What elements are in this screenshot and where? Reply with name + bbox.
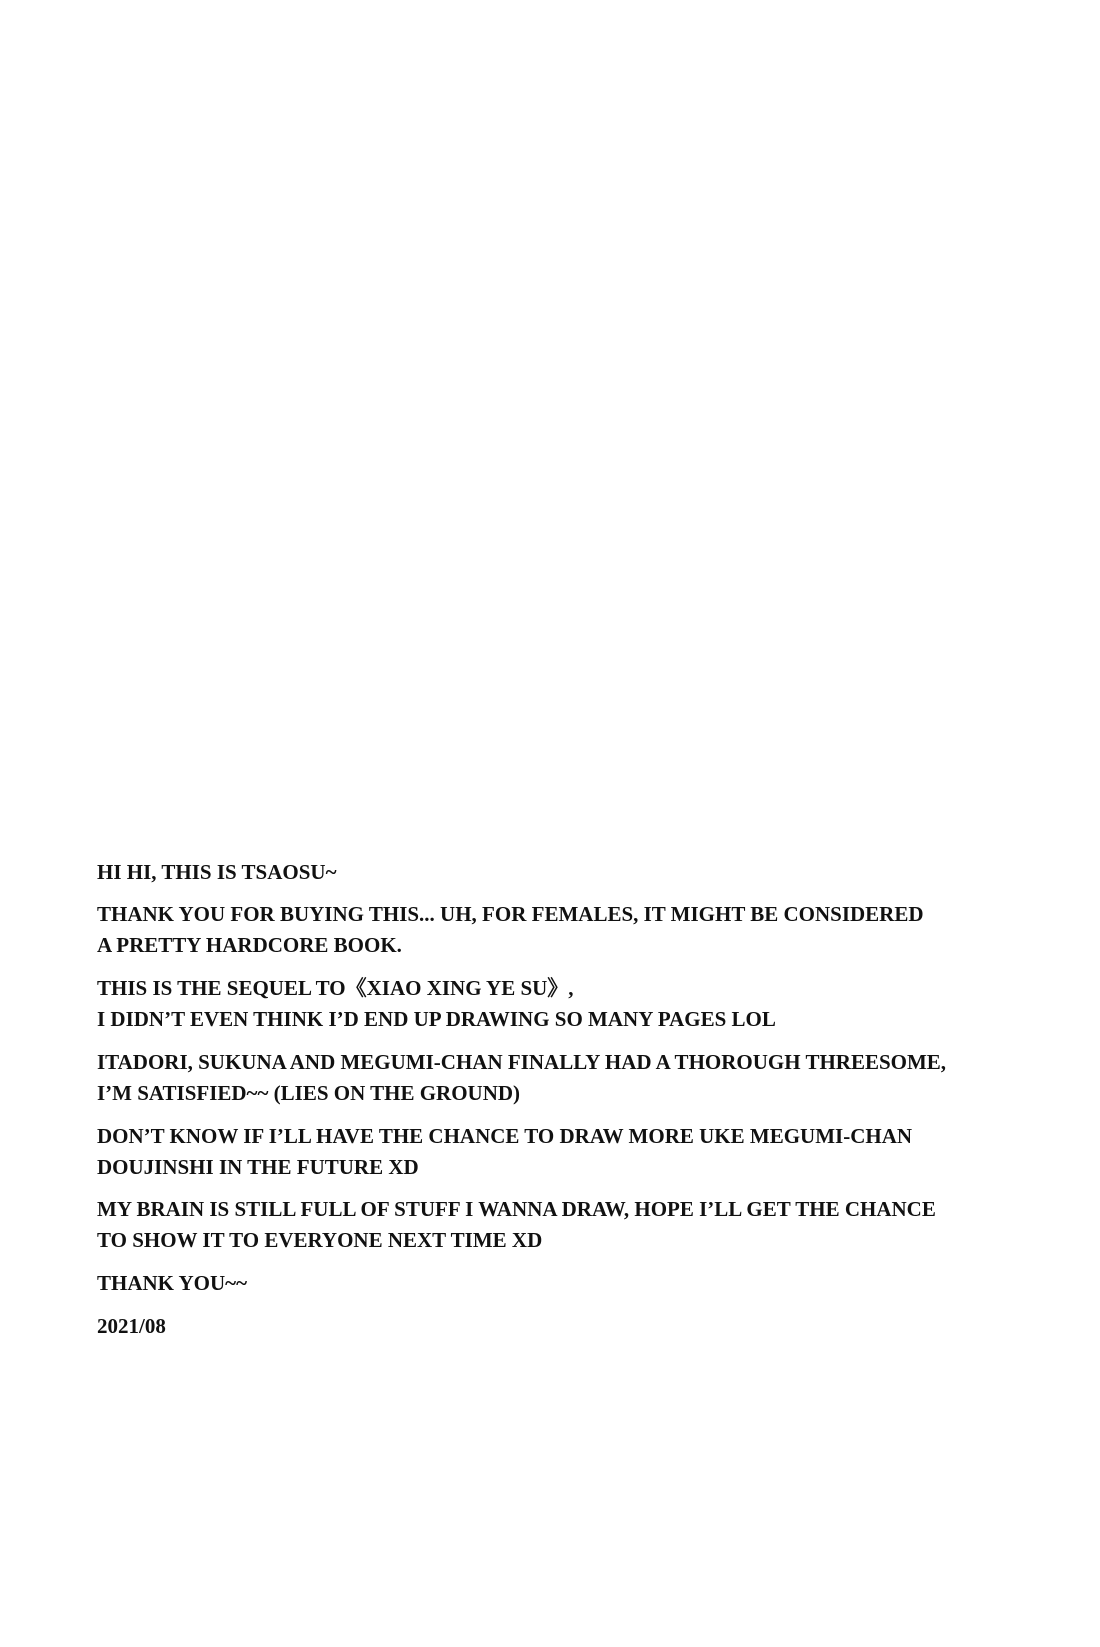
afterword-closing xyxy=(97,1268,1057,1299)
paragraph-line: I’M SATISFIED~~ (LIES ON THE GROUND) xyxy=(97,1081,521,1105)
afterword-paragraph-brain xyxy=(97,1194,1057,1256)
afterword-paragraph-future xyxy=(97,1121,1057,1183)
afterword-paragraph-sequel xyxy=(97,973,1057,1035)
paragraph-line: ITADORI, SUKUNA AND MEGUMI-CHAN FINALLY HAD A THOROUGH THREESOME, xyxy=(97,1050,947,1074)
paragraph-line: TO SHOW IT TO EVERYONE NEXT TIME XD xyxy=(97,1228,543,1252)
date-line: 2021/08 xyxy=(97,1314,166,1338)
afterword-paragraph-threesome xyxy=(97,1047,1057,1109)
paragraph-line: MY BRAIN IS STILL FULL OF STUFF I WANNA DRAW, HOPE I’LL GET THE CHANCE xyxy=(97,1197,936,1221)
closing-line: THANK YOU~~ xyxy=(97,1271,247,1295)
paragraph-line: THANK YOU FOR BUYING THIS... UH, FOR FEMALES, IT MIGHT BE CONSIDERED xyxy=(97,902,924,926)
paragraph-line: THIS IS THE SEQUEL TO《XIAO XING YE SU》, xyxy=(97,976,574,1000)
paragraph-line: I DIDN’T EVEN THINK I’D END UP DRAWING SO MANY PAGES LOL xyxy=(97,1007,776,1031)
greeting-line: HI HI, THIS IS TSAOSU~ xyxy=(97,860,337,884)
afterword-paragraph-thanks xyxy=(97,899,1057,961)
paragraph-line: DOUJINSHI IN THE FUTURE XD xyxy=(97,1155,419,1179)
paragraph-line: DON’T KNOW IF I’LL HAVE THE CHANCE TO DRAW MORE UKE MEGUMI-CHAN xyxy=(97,1124,913,1148)
afterword-date xyxy=(97,1311,1057,1342)
afterword-text-block xyxy=(97,857,1057,1342)
paragraph-line: A PRETTY HARDCORE BOOK. xyxy=(97,933,402,957)
afterword-greeting xyxy=(97,857,1057,888)
